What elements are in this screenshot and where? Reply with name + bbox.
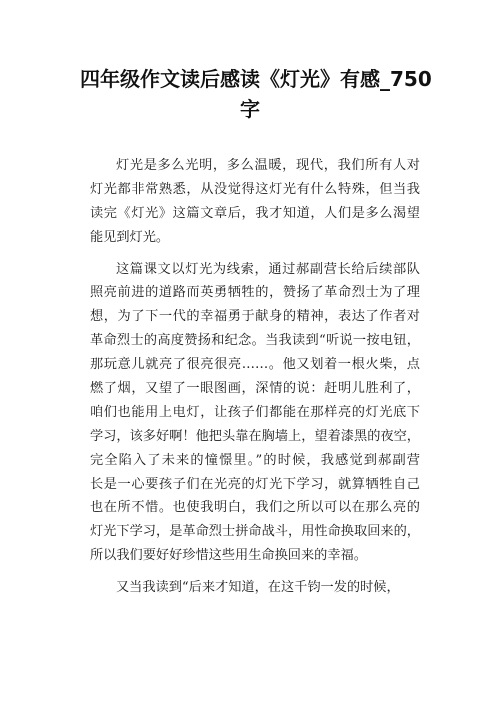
text-line: 完全陷入了未来的憧憬里。”的时候，我感觉到郝副营 bbox=[90, 452, 420, 468]
text-line: 所以我们要好好珍惜这些用生命换回来的幸福。 bbox=[90, 548, 367, 564]
text-line: 读完《灯光》这篇文章后，我才知道，人们是多么渴望 bbox=[90, 205, 420, 221]
text-line: 这篇课文以灯光为线索，通过郝副营长给后续部队 bbox=[116, 261, 420, 277]
text-line: 咱们也能用上电灯，让孩子们都能在那样亮的灯光底下 bbox=[90, 404, 420, 420]
text-line: 革命烈士的高度赞扬和纪念。当我读到“听说一按电钮， bbox=[90, 333, 420, 349]
text-line: 长是一心要孩子们在光亮的灯光下学习，就算牺牲自己 bbox=[90, 476, 420, 492]
text-line: 灯光下学习，是革命烈士拼命战斗，用性命换取回来的， bbox=[90, 524, 420, 540]
text-line: 想，为了下一代的幸福勇于献身的精神，表达了作者对 bbox=[90, 309, 420, 325]
title-line: 字 bbox=[240, 97, 260, 121]
text-line: 燃了烟，又望了一眼图画，深情的说：赶明儿胜利了， bbox=[90, 381, 420, 397]
paragraph bbox=[90, 258, 420, 569]
text-line: 学习，该多好啊！他把头靠在胸墙上，望着漆黑的夜空， bbox=[90, 428, 420, 444]
title-line: 四年级作文读后感读《灯光》有感_750 bbox=[80, 67, 432, 91]
document-title bbox=[80, 64, 432, 124]
paragraph bbox=[90, 576, 420, 600]
paragraph bbox=[90, 154, 420, 250]
text-line: 照亮前进的道路而英勇牺牲的，赞扬了革命烈士为了理 bbox=[90, 285, 420, 301]
text-line: 又当我读到“后来才知道，在这千钧一发的时候， bbox=[116, 580, 400, 596]
text-line: 能见到灯光。 bbox=[90, 229, 170, 245]
document-body bbox=[90, 154, 420, 608]
text-line: 那玩意儿就亮了很亮很亮……。他又划着一根火柴，点 bbox=[90, 357, 420, 373]
text-line: 灯光都非常熟悉，从没觉得这灯光有什么特殊，但当我 bbox=[90, 181, 420, 197]
text-line: 灯光是多么光明，多么温暖，现代，我们所有人对 bbox=[116, 158, 420, 173]
text-line: 也在所不惜。也使我明白，我们之所以可以在那么亮的 bbox=[90, 500, 420, 516]
